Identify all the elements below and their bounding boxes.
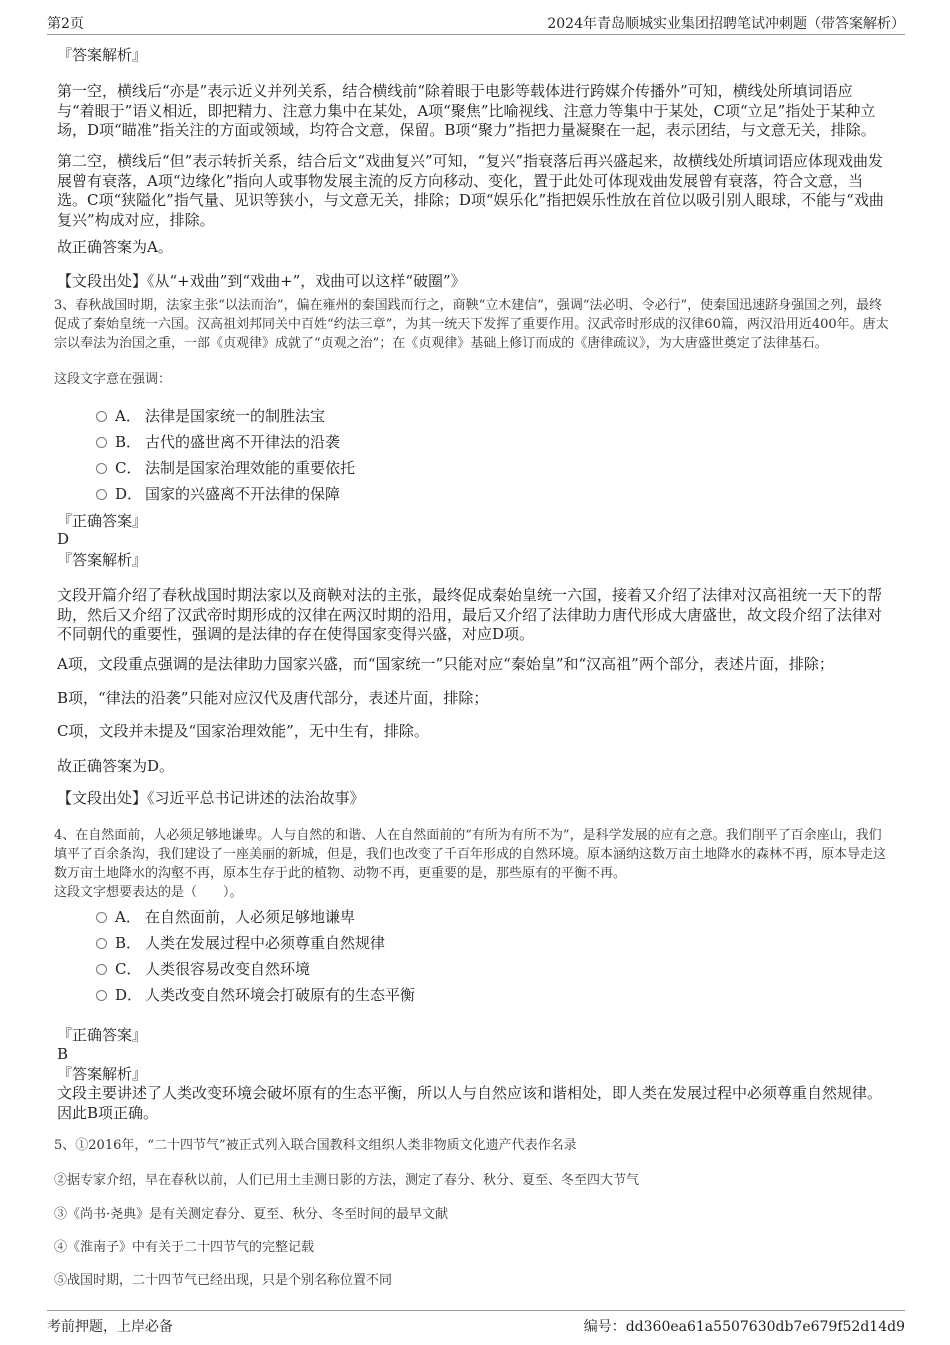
q2-conclusion: 故正确答案为A。 xyxy=(57,238,173,256)
q4-option-c[interactable]: C． 人类很容易改变自然环境 xyxy=(96,958,310,979)
q3-option-b[interactable]: B． 古代的盛世离不开律法的沿袭 xyxy=(96,431,340,452)
page-footer xyxy=(47,1310,905,1335)
q2-source: 【文段出处】《从“+戏曲”到“戏曲+”，戏曲可以这样“破圈”》 xyxy=(57,272,466,290)
q5-item-4: ④《淮南子》中有关于二十四节气的完整记载 xyxy=(54,1240,315,1255)
q3-analysis-para4: C项，文段并未提及“国家治理效能”，无中生有，排除。 xyxy=(57,722,429,740)
q3-answer-label: 『正确答案』 xyxy=(57,512,148,530)
q5-item-3: ③《尚书·尧典》是有关测定春分、夏至、秋分、冬至时间的最早文献 xyxy=(54,1207,449,1222)
q4-analysis: 文段主要讲述了人类改变环境会破坏原有的生态平衡，所以人与自然应该和谐相处，即人类在发展过程中必须尊重自然规律。因此B项正确。 xyxy=(57,1084,883,1122)
q4-analysis-label: 『答案解析』 xyxy=(57,1065,148,1083)
q4-question: 这段文字想要表达的是（ ）。 xyxy=(54,885,243,900)
q3-analysis-para2: A项，文段重点强调的是法律助力国家兴盛，而“国家统一”只能对应“秦始皇”和“汉高祖”两个部分，表述片面，排除； xyxy=(57,655,834,673)
q3-option-c[interactable]: C． 法制是国家治理效能的重要依托 xyxy=(96,457,355,478)
q5-item-5: ⑤战国时期，二十四节气已经出现，只是个别名称位置不同 xyxy=(54,1273,393,1288)
radio-button[interactable] xyxy=(96,912,107,923)
q4-option-d[interactable]: D． 人类改变自然环境会打破原有的生态平衡 xyxy=(96,984,415,1005)
q4-answer-label: 『正确答案』 xyxy=(57,1026,148,1044)
page-number: 第2页 xyxy=(47,16,84,32)
q2-analysis-label: 『答案解析』 xyxy=(57,46,148,64)
q3-option-d[interactable]: D． 国家的兴盛离不开法律的保障 xyxy=(96,483,340,504)
radio-button[interactable] xyxy=(96,463,107,474)
document-id: 编号：dd360ea61a5507630db7e679f52d14d9 xyxy=(583,1319,905,1335)
q2-analysis-para1: 第一空，横线后“亦是”表示近义并列关系，结合横线前“除着眼于电影等载体进行跨媒介传播外”可知，横线处所填词语应与“着眼于”语义相近，即把精力、注意力集中在某处，A项“聚焦”比喻视线、注意力等集中于某处，C项“立足”指处于某种立场，D项“瞄准”指关注的方面或领域，均符合文意，保留。B项“聚力”指把力量凝聚在一起，表示团结，与文意无关，排除。 xyxy=(57,82,876,139)
q3-analysis-label: 『答案解析』 xyxy=(57,551,148,569)
q3-stem: 3、春秋战国时期，法家主张“以法而治”，偏在雍州的秦国践而行之，商鞅“立木建信”，强调“法必明、令必行”，使秦国迅速跻身强国之列，最终促成了秦始皇统一六国。汉高祖刘邦同关中百姓“约法三章”，为其一统天下发挥了重要作用。汉武帝时形成的汉律60篇，两汉沿用近400年。唐太宗以奉法为治国之重，一部《贞观律》成就了“贞观之治”；在《贞观律》基础上修订而成的《唐律疏议》，为大唐盛世奠定了法律基石。 xyxy=(54,298,889,351)
q3-option-a[interactable]: A． 法律是国家统一的制胜法宝 xyxy=(96,405,325,426)
q3-source: 【文段出处】《习近平总书记讲述的法治故事》 xyxy=(57,789,365,807)
q3-question: 这段文字意在强调： xyxy=(54,372,172,387)
q3-analysis-para1: 文段开篇介绍了春秋战国时期法家以及商鞅对法的主张，最终促成秦始皇统一六国，接着又介绍了法律对汉高祖统一天下的帮助，然后又介绍了汉武帝时期形成的汉律在两汉时期的沿用，最后又介绍了法律助力唐代形成大唐盛世，故文段介绍了法律对不同朝代的重要性，强调的是法律的存在使得国家变得兴盛，对应D项。 xyxy=(57,586,883,643)
q4-stem: 4、在自然面前，人必须足够地谦卑。人与自然的和谐、人在自然面前的“有所为有所不为”，是科学发展的应有之意。我们削平了百余座山，我们填平了百余条沟，我们建设了一座美丽的新城，但是，我们也改变了千百年形成的自然环境。原本涵纳这数万亩土地降水的森林不再，原本导走这数万亩土地降水的沟壑不再，原本生存于此的植物、动物不再，更重要的是，那些原有的平衡不再。 xyxy=(54,828,887,881)
radio-button[interactable] xyxy=(96,437,107,448)
radio-button[interactable] xyxy=(96,990,107,1001)
q4-option-a[interactable]: A． 在自然面前，人必须足够地谦卑 xyxy=(96,906,355,927)
radio-button[interactable] xyxy=(96,489,107,500)
footer-slogan: 考前押题，上岸必备 xyxy=(47,1319,173,1335)
q4-answer: B xyxy=(57,1045,69,1063)
page-header xyxy=(47,12,905,35)
radio-button[interactable] xyxy=(96,964,107,975)
radio-button[interactable] xyxy=(96,938,107,949)
q3-conclusion: 故正确答案为D。 xyxy=(57,757,175,775)
q5-item-1: 5、①2016年，“二十四节气”被正式列入联合国教科文组织人类非物质文化遗产代表作名录 xyxy=(54,1138,577,1153)
q3-answer: D xyxy=(57,530,70,548)
document-title: 2024年青岛顺城实业集团招聘笔试冲刺题（带答案解析） xyxy=(547,16,905,32)
q2-analysis-para2: 第二空，横线后“但”表示转折关系，结合后文“戏曲复兴”可知，“复兴”指衰落后再兴盛起来，故横线处所填词语应体现戏曲发展曾有衰落，A项“边缘化”指向人或事物发展主流的反方向移动、变化，置于此处可体现戏曲发展曾有衰落，符合文意，当选。C项“狭隘化”指气量、见识等狭小，与文意无关，排除；D项“娱乐化”指把娱乐性放在首位以吸引别人眼球，不能与“戏曲复兴”构成对应，排除。 xyxy=(57,152,884,229)
q4-option-b[interactable]: B． 人类在发展过程中必须尊重自然规律 xyxy=(96,932,385,953)
radio-button[interactable] xyxy=(96,411,107,422)
q3-analysis-para3: B项，“律法的沿袭”只能对应汉代及唐代部分，表述片面，排除； xyxy=(57,689,489,707)
q5-item-2: ②据专家介绍，早在春秋以前，人们已用土圭测日影的方法，测定了春分、秋分、夏至、冬至四大节气 xyxy=(54,1173,640,1188)
